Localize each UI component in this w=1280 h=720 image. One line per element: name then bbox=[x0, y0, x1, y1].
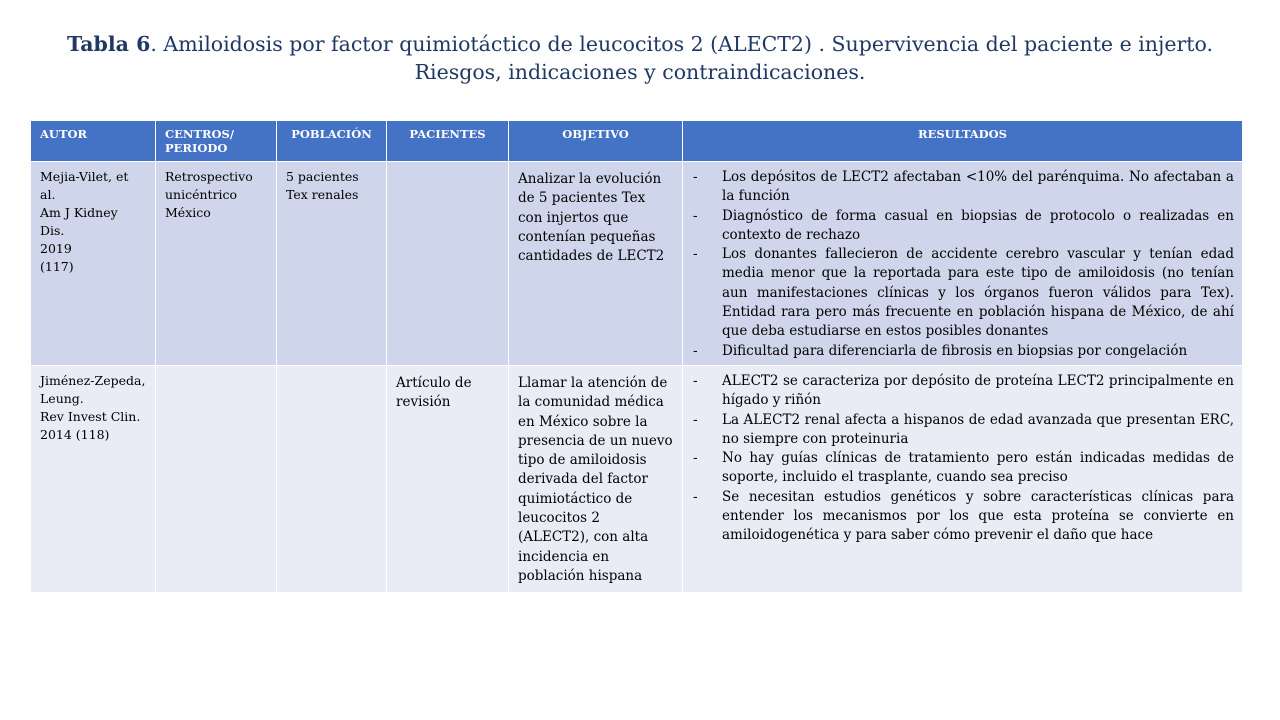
header-objetivo: OBJETIVO bbox=[509, 121, 683, 162]
centros-line: Retrospectivo bbox=[165, 169, 253, 184]
title-prefix: Tabla 6 bbox=[66, 32, 151, 56]
autor-line: Mejia-Vilet, et al. bbox=[40, 169, 129, 202]
table-row bbox=[31, 365, 1243, 592]
autor-line: Rev Invest Clin. bbox=[40, 408, 141, 424]
cell-pacientes: Artículo de revisión bbox=[387, 365, 509, 592]
autor-line: Leung. bbox=[40, 390, 84, 406]
centros-line: México bbox=[165, 205, 211, 220]
header-centros-periodo: CENTROS/ PERIODO bbox=[156, 121, 277, 162]
poblacion-line: Tex renales bbox=[286, 187, 359, 202]
autor-line: 2019 bbox=[40, 241, 72, 256]
resultados-list bbox=[691, 372, 1234, 546]
cell-centros bbox=[156, 162, 277, 366]
header-poblacion: POBLACIÓN bbox=[277, 121, 387, 162]
resultado-item: - ALECT2 se caracteriza por depósito de proteína LECT2 principalmente en hígado y riñón bbox=[691, 372, 1234, 411]
cell-resultados bbox=[683, 162, 1243, 366]
cell-resultados bbox=[683, 365, 1243, 592]
table-header-row bbox=[31, 121, 1243, 162]
cell-objetivo: Analizar la evolución de 5 pacientes Tex con injertos que contenían pequeñas cantidades de LECT2 bbox=[509, 162, 683, 366]
cell-poblacion bbox=[277, 365, 387, 592]
header-pacientes: PACIENTES bbox=[387, 121, 509, 162]
header-resultados: RESULTADOS bbox=[683, 121, 1243, 162]
resultado-item: - Se necesitan estudios genéticos y sobre características clínicas para entender los mecanismos por los que esta proteína se convierte en amiloidogenética y para saber cómo prevenir el daño que hace bbox=[691, 488, 1234, 546]
table-row bbox=[31, 162, 1243, 366]
centros-line: unicéntrico bbox=[165, 187, 238, 202]
autor-line: Am J Kidney Dis. bbox=[40, 205, 118, 238]
studies-table bbox=[30, 120, 1243, 593]
resultado-item: - Dificultad para diferenciarla de fibrosis en biopsias por congelación bbox=[691, 342, 1234, 361]
resultado-item: - Diagnóstico de forma casual en biopsias de protocolo o realizadas en contexto de rechazo bbox=[691, 207, 1234, 246]
cell-autor bbox=[31, 365, 156, 592]
page-title bbox=[60, 30, 1220, 86]
cell-objetivo: Llamar la atención de la comunidad médica en México sobre la presencia de un nuevo tipo de amiloidosis derivada del factor quimiotáctico de leucocitos 2 (ALECT2), con alta incidencia en población hispana bbox=[509, 365, 683, 592]
resultado-item: - No hay guías clínicas de tratamiento pero están indicadas medidas de soporte, incluido el trasplante, cuando sea preciso bbox=[691, 449, 1234, 488]
header-autor: AUTOR bbox=[31, 121, 156, 162]
cell-centros bbox=[156, 365, 277, 592]
resultado-item: - Los depósitos de LECT2 afectaban <10% del parénquima. No afectaban a la función bbox=[691, 168, 1234, 207]
resultado-item: - La ALECT2 renal afecta a hispanos de edad avanzada que presentan ERC, no siempre con proteinuria bbox=[691, 411, 1234, 450]
autor-line: Jiménez-Zepeda, bbox=[40, 372, 146, 388]
cell-autor bbox=[31, 162, 156, 366]
poblacion-line: 5 pacientes bbox=[286, 169, 359, 184]
title-text: . Amiloidosis por factor quimiotáctico de leucocitos 2 (ALECT2) . Supervivencia del paciente e injerto. Riesgos, indicaciones y contraindicaciones. bbox=[150, 32, 1214, 84]
autor-line: 2014 (118) bbox=[40, 426, 110, 442]
cell-pacientes bbox=[387, 162, 509, 366]
resultados-list bbox=[691, 168, 1234, 361]
autor-line: (117) bbox=[40, 259, 74, 274]
resultado-item: - Los donantes fallecieron de accidente cerebro vascular y tenían edad media menor que la reportada para este tipo de amiloidosis (no tenían aun manifestaciones clínicas y los órganos fueron válidos para Tex). Entidad rara pero más frecuente en población hispana de México, de ahí que deba estudiarse en estos posibles donantes bbox=[691, 245, 1234, 341]
cell-poblacion bbox=[277, 162, 387, 366]
